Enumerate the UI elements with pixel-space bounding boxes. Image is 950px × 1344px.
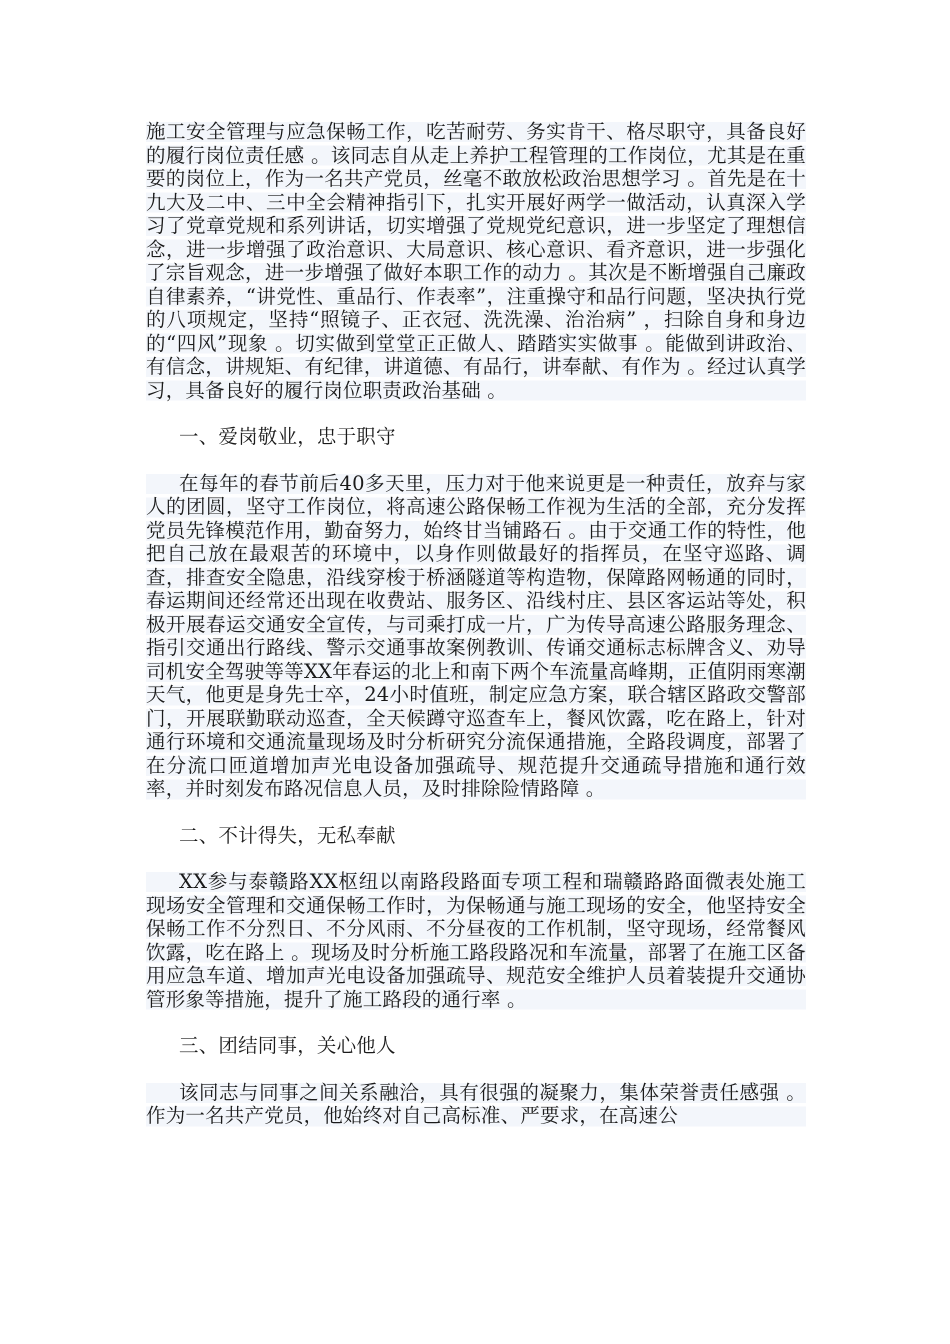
section-paragraph-3: 该同志与同事之间关系融洽，具有很强的凝聚力，集体荣誉责任感强 。作为一名共产党员，他始终对自己高标准、严要求，在高速公 (146, 1080, 806, 1127)
paragraph-gap (146, 847, 806, 870)
section-paragraph-1: 在每年的春节前后40多天里，压力对于他来说更是一种责任，放弃与家人的团圆，坚守工作岗位，将高速公路保畅工作视为生活的全部，充分发挥党员先锋模范作用，勤奋努力，始终甘当铺路石 。由于交通工作的特性，他把自己放在最艰苦的环境中，以身作则做最好的指挥员，在坚守巡路、调查，排查安全隐患，沿线穿梭于桥涵隧道等构造物，保障路网畅通的同时，春运期间还经常还出现在收费站、服务区、沿线村庄、县区客运站等处，积极开展春运交通安全宣传，与司乘打成一片，广为传导高速公路服务理念、指引交通出行路线、警示交通事故案例教训、传诵交通标志标牌含义、劝导司机安全驾驶等等XX年春运的北上和南下两个车流量高峰期，正值阴雨寒潮天气，他更是身先士卒，24小时值班，制定应急方案，联合辖区路政交警部门，开展联勤联动巡查，全天候蹲守巡查车上，餐风饮露，吃在路上，针对通行环境和交通流量现场及时分析研究分流保通措施，全路段调度，部署了在分流口匝道增加声光电设备加强疏导、规范提升交通疏导措施和通行效率，并时刻发布路况信息人员，及时排除险情路障 。 (146, 471, 806, 800)
section-heading-2: 二、不计得失，无私奉献 (179, 823, 396, 847)
paragraph-gap (146, 1058, 806, 1081)
section-heading-3: 三、团结同事，关心他人 (179, 1034, 396, 1057)
paragraph-gap (146, 1011, 806, 1034)
section-paragraph-2: XX参与泰赣路XX枢纽以南路段路面专项工程和瑞赣路路面微表处施工现场安全管理和交通保畅工作时，为保畅通与施工现场的安全，他坚持安全保畅工作不分烈日、不分风雨、不分昼夜的工作机制，坚守现场，经常餐风饮露，吃在路上 。现场及时分析施工路段路况和车流量，部署了在施工区备用应急车道、增加声光电设备加强疏导、规范安全维护人员着装提升交通协管形象等措施，提升了施工路段的通行率 。 (146, 870, 806, 1011)
paragraph-gap (146, 801, 806, 824)
paragraph-gap (146, 449, 806, 472)
document-body (146, 120, 806, 1128)
paragraph-gap (146, 402, 806, 425)
intro-paragraph: 施工安全管理与应急保畅工作，吃苦耐劳、务实肯干、格尽职守，具备良好的履行岗位责任感 。该同志自从走上养护工程管理的工作岗位，尤其是在重要的岗位上，作为一名共产党员，丝毫不敢放松政治思想学习 。首先是在十九大及二中、三中全会精神指引下，扎实开展好两学一做活动，认真深入学习了党章党规和系列讲话，切实增强了党规党纪意识，进一步坚定了理想信念，进一步增强了政治意识、大局意识、核心意识、看齐意识，进一步强化了宗旨观念，进一步增强了做好本职工作的动力 。其次是不断增强自己廉政自律素养，“讲党性、重品行、作表率”，注重操守和品行问题，坚决执行党的八项规定，坚持“照镜子、正衣冠、洗洗澡、治治病” ，扫除自身和身边的“四风”现象 。切实做到堂堂正正做人、踏踏实实做事 。能做到讲政治、有信念，讲规矩、有纪律，讲道德、有品行，讲奉献、有作为 。经过认真学习，具备良好的履行岗位职责政治基础 。 (146, 120, 806, 402)
section-heading-1: 一、爱岗敬业，忠于职守 (179, 425, 396, 448)
